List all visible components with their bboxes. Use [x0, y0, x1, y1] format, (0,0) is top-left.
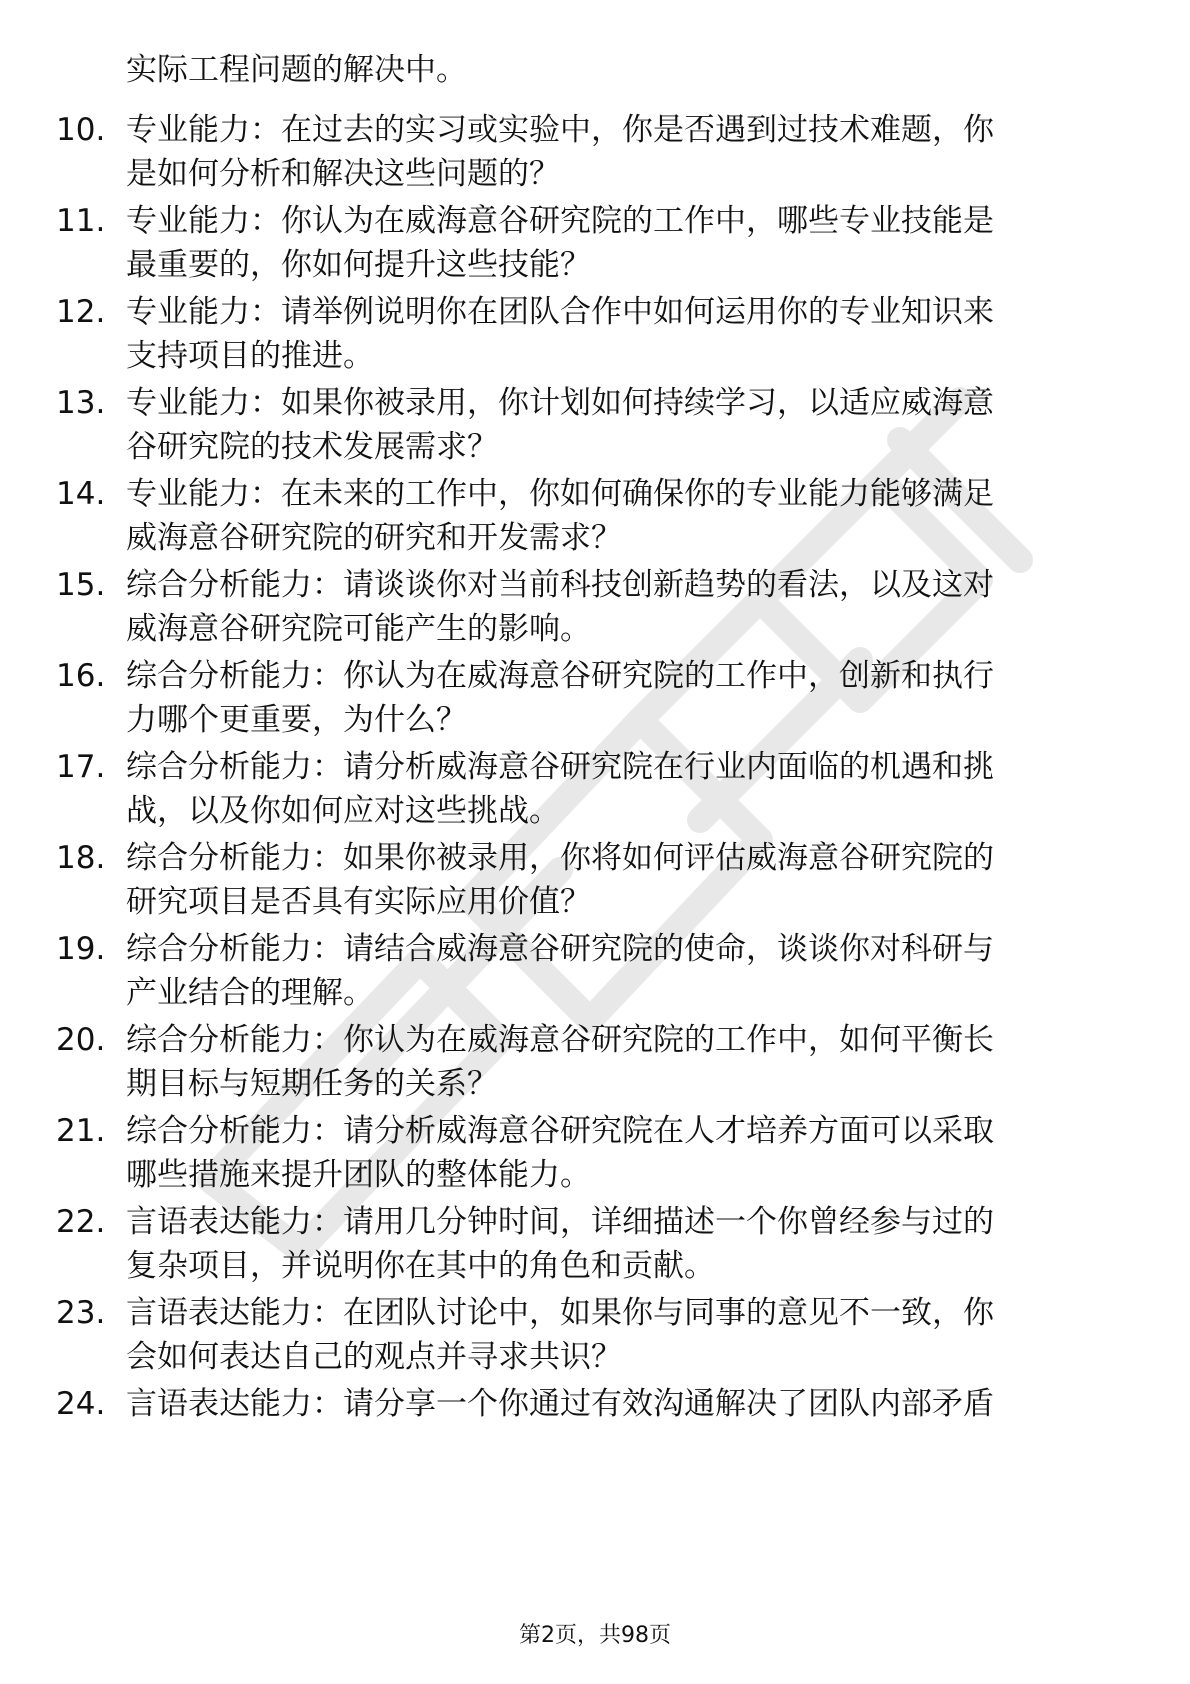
- item-text-line: 谷研究院的技术发展需求？: [126, 429, 498, 465]
- item-text-line: 综合分析能力：请谈谈你对当前科技创新趋势的看法，以及这对: [126, 567, 994, 603]
- item-text-line: 研究项目是否具有实际应用价值？: [126, 884, 591, 920]
- item-text-line: 综合分析能力：请分析威海意谷研究院在人才培养方面可以采取: [126, 1113, 994, 1149]
- item-number: 17.: [56, 749, 106, 785]
- item-text-line: 产业结合的理解。: [126, 975, 374, 1011]
- item-number: 23.: [56, 1295, 106, 1331]
- item-text-line: 威海意谷研究院的研究和开发需求？: [126, 520, 622, 556]
- continuation-text: 实际工程问题的解决中。: [126, 52, 467, 88]
- item-text-line: 言语表达能力：请分享一个你通过有效沟通解决了团队内部矛盾: [126, 1386, 994, 1422]
- item-text-line: 支持项目的推进。: [126, 338, 374, 374]
- item-text-line: 战，以及你如何应对这些挑战。: [126, 793, 560, 829]
- item-number: 22.: [56, 1204, 106, 1240]
- item-number: 13.: [56, 385, 106, 421]
- item-text-line: 威海意谷研究院可能产生的影响。: [126, 611, 591, 647]
- page-number-footer: 第2页，共98页: [519, 1623, 671, 1648]
- item-number: 12.: [56, 294, 106, 330]
- item-number: 20.: [56, 1022, 106, 1058]
- item-number: 11.: [56, 203, 106, 239]
- item-text-line: 专业能力：在过去的实习或实验中，你是否遇到过技术难题，你: [126, 112, 994, 148]
- item-number: 15.: [56, 567, 106, 603]
- item-number: 18.: [56, 840, 106, 876]
- item-text-line: 最重要的，你如何提升这些技能？: [126, 247, 591, 283]
- item-text-line: 综合分析能力：如果你被录用，你将如何评估威海意谷研究院的: [126, 840, 994, 876]
- item-text-line: 综合分析能力：你认为在威海意谷研究院的工作中，创新和执行: [126, 658, 994, 694]
- item-text-line: 综合分析能力：请分析威海意谷研究院在行业内面临的机遇和挑: [126, 749, 994, 785]
- item-text-line: 言语表达能力：在团队讨论中，如果你与同事的意见不一致，你: [126, 1295, 994, 1331]
- item-text-line: 综合分析能力：请结合威海意谷研究院的使命，谈谈你对科研与: [126, 931, 994, 967]
- item-text-line: 是如何分析和解决这些问题的？: [126, 156, 560, 192]
- item-number: 16.: [56, 658, 106, 694]
- item-text-line: 哪些措施来提升团队的整体能力。: [126, 1157, 591, 1193]
- item-text-line: 专业能力：在未来的工作中，你如何确保你的专业能力能够满足: [126, 476, 994, 512]
- item-number: 10.: [56, 112, 106, 148]
- item-number: 14.: [56, 476, 106, 512]
- item-number: 21.: [56, 1113, 106, 1149]
- item-number: 19.: [56, 931, 106, 967]
- item-text-line: 复杂项目，并说明你在其中的角色和贡献。: [126, 1248, 715, 1284]
- item-text-line: 专业能力：请举例说明你在团队合作中如何运用你的专业知识来: [126, 294, 994, 330]
- item-text-line: 言语表达能力：请用几分钟时间，详细描述一个你曾经参与过的: [126, 1204, 994, 1240]
- item-text-line: 力哪个更重要，为什么？: [126, 702, 467, 738]
- item-text-line: 期目标与短期任务的关系？: [126, 1066, 498, 1102]
- item-text-line: 专业能力：你认为在威海意谷研究院的工作中，哪些专业技能是: [126, 203, 994, 239]
- item-number: 24.: [56, 1386, 106, 1422]
- item-text-line: 综合分析能力：你认为在威海意谷研究院的工作中，如何平衡长: [126, 1022, 994, 1058]
- item-text-line: 会如何表达自己的观点并寻求共识？: [126, 1339, 622, 1375]
- item-text-line: 专业能力：如果你被录用，你计划如何持续学习，以适应威海意: [126, 385, 994, 421]
